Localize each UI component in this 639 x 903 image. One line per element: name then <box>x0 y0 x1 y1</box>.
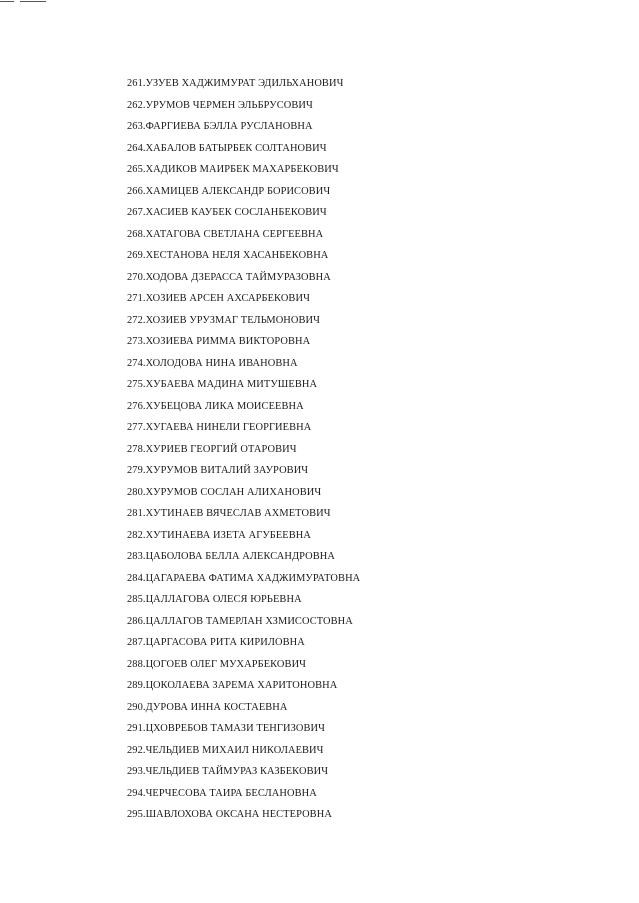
list-item: 290.ДУРОВА ИННА КОСТАЕВНА <box>127 701 288 713</box>
list-item: 276.ХУБЕЦОВА ЛИКА МОИСЕЕВНА <box>127 400 304 412</box>
list-item: 265.ХАДИКОВ МАИРБЕК МАХАРБЕКОВИЧ <box>127 164 339 175</box>
list-item: 273.ХОЗИЕВА РИММА ВИКТОРОВНА <box>127 336 311 347</box>
list-item: 269.ХЕСТАНОВА НЕЛЯ ХАСАНБЕКОВНА <box>127 250 329 261</box>
list-item: 262.УРУМОВ ЧЕРМЕН ЭЛЬБРУСОВИЧ <box>127 99 313 111</box>
list-item: 279.ХУРУМОВ ВИТАЛИЙ ЗАУРОВИЧ <box>127 465 309 476</box>
list-item: 263.ФАРГИЕВА БЭЛЛА РУСЛАНОВНА <box>127 121 313 132</box>
list-item: 267.ХАСИЕВ КАУБЕК СОСЛАНБЕКОВИЧ <box>127 207 327 218</box>
list-item: 285.ЦАЛЛАГОВА ОЛЕСЯ ЮРЬЕВНА <box>127 594 302 605</box>
list-item: 277.ХУГАЕВА НИНЕЛИ ГЕОРГИЕВНА <box>127 422 312 433</box>
list-item: 280.ХУРУМОВ СОСЛАН АЛИХАНОВИЧ <box>127 486 322 498</box>
list-item: 282.ХУТИНАЕВА ИЗЕТА АГУБЕЕВНА <box>127 529 311 541</box>
list-item: 295.ШАВЛОХОВА ОКСАНА НЕСТЕРОВНА <box>127 809 332 820</box>
list-item: 281.ХУТИНАЕВ ВЯЧЕСЛАВ АХМЕТОВИЧ <box>127 508 331 519</box>
list-item: 266.ХАМИЦЕВ АЛЕКСАНДР БОРИСОВИЧ <box>127 185 331 197</box>
list-item: 283.ЦАБОЛОВА БЕЛЛА АЛЕКСАНДРОВНА <box>127 551 335 562</box>
list-item: 274.ХОЛОДОВА НИНА ИВАНОВНА <box>127 357 298 369</box>
list-item: 288.ЦОГОЕВ ОЛЕГ МУХАРБЕКОВИЧ <box>127 658 307 670</box>
list-item: 271.ХОЗИЕВ АРСЕН АХСАРБЕКОВИЧ <box>127 293 310 304</box>
list-item: 284.ЦАГАРАЕВА ФАТИМА ХАДЖИМУРАТОВНА <box>127 572 361 584</box>
list-item: 294.ЧЕРЧЕСОВА ТАИРА БЕСЛАНОВНА <box>127 787 317 799</box>
list-item: 286.ЦАЛЛАГОВ ТАМЕРЛАН ХЗМИСОСТОВНА <box>127 615 353 627</box>
list-item: 278.ХУРИЕВ ГЕОРГИЙ ОТАРОВИЧ <box>127 443 297 455</box>
names-list <box>127 77 360 830</box>
list-item: 293.ЧЕЛЬДИЕВ ТАЙМУРАЗ КАЗБЕКОВИЧ <box>127 766 329 777</box>
list-item: 292.ЧЕЛЬДИЕВ МИХАИЛ НИКОЛАЕВИЧ <box>127 744 324 756</box>
list-item: 275.ХУБАЕВА МАДИНА МИТУШЕВНА <box>127 379 318 390</box>
list-item: 270.ХОДОВА ДЗЕРАССА ТАЙМУРАЗОВНА <box>127 271 331 283</box>
list-item: 268.ХАТАГОВА СВЕТЛАНА СЕРГЕЕВНА <box>127 228 324 240</box>
list-item: 272.ХОЗИЕВ УРУЗМАГ ТЕЛЬМОНОВИЧ <box>127 314 320 326</box>
list-item: 261.УЗУЕВ ХАДЖИМУРАТ ЭДИЛЬХАНОВИЧ <box>127 78 344 89</box>
list-item: 289.ЦОКОЛАЕВА ЗАРЕМА ХАРИТОНОВНА <box>127 680 338 691</box>
corner-scan-mark <box>0 0 48 4</box>
list-item: 264.ХАБАЛОВ БАТЫРБЕК СОЛТАНОВИЧ <box>127 142 327 154</box>
list-item: 287.ЦАРГАСОВА РИТА КИРИЛОВНА <box>127 637 305 648</box>
list-item: 291.ЦХОВРЕБОВ ТАМАЗИ ТЕНГИЗОВИЧ <box>127 723 325 734</box>
